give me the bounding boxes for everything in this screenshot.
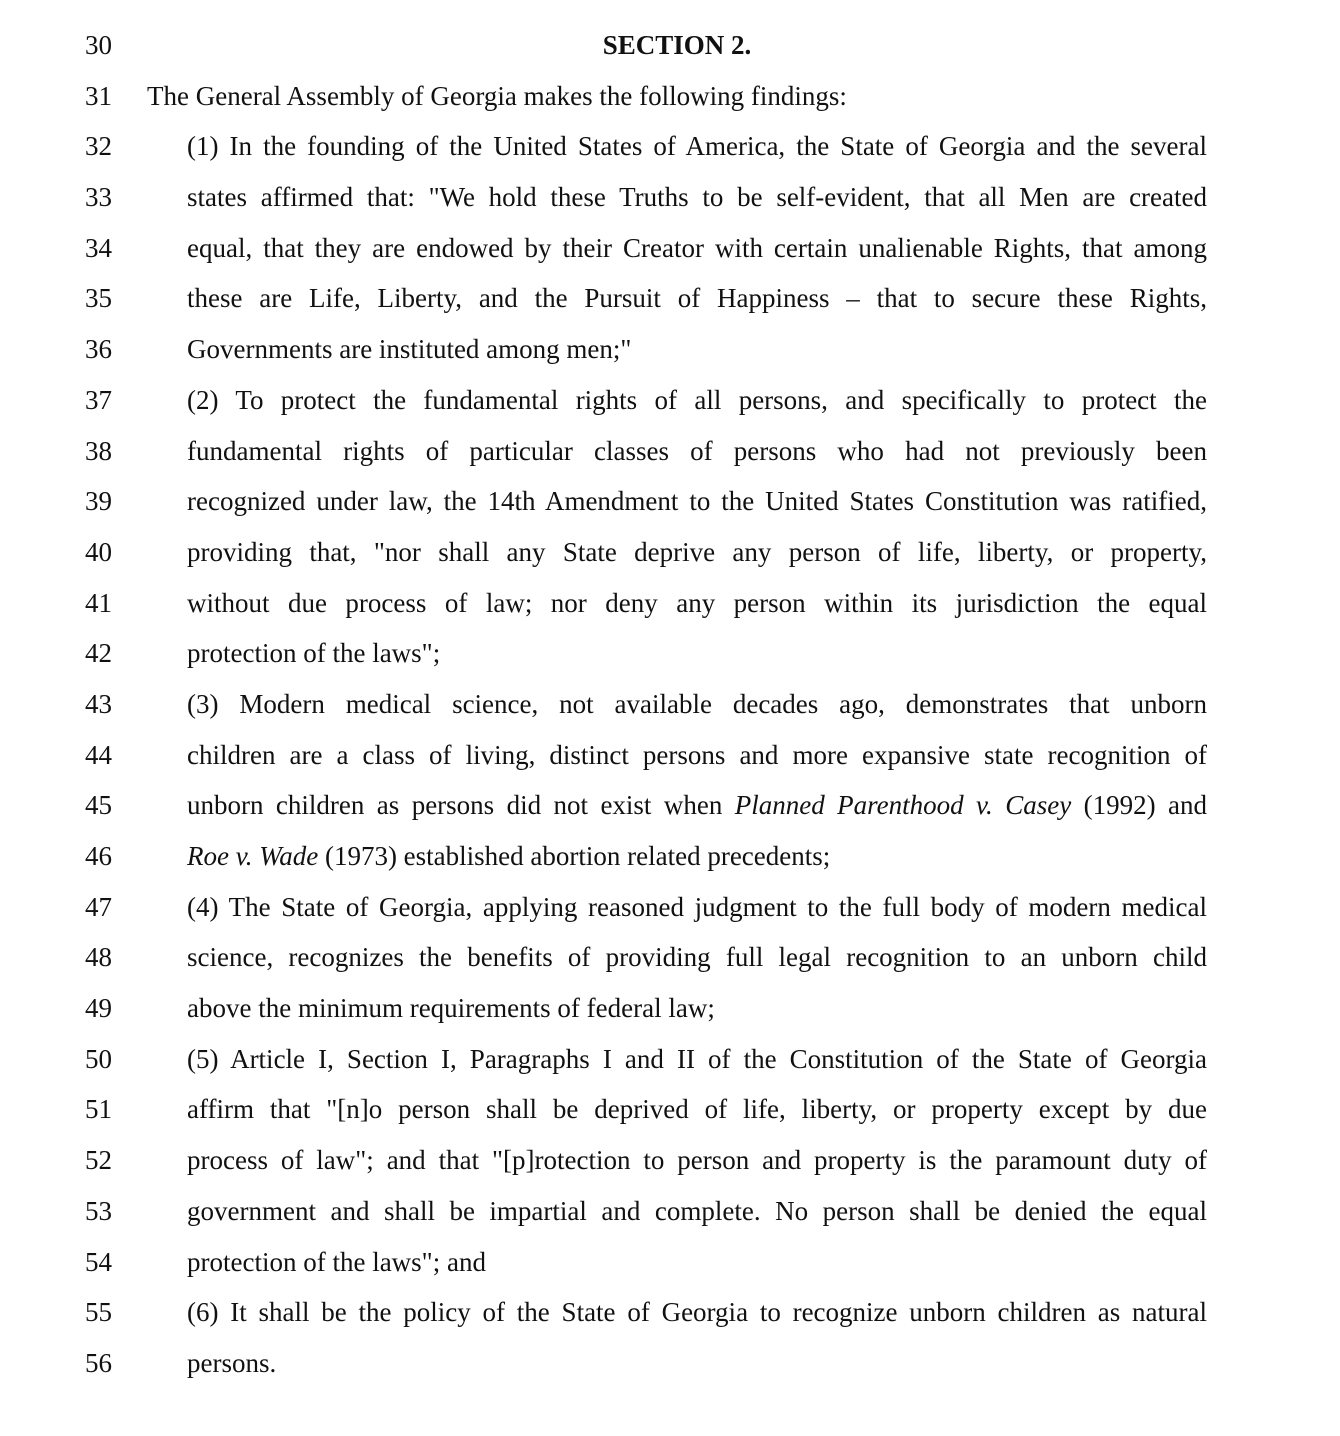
line-text <box>187 780 1207 831</box>
line-46 <box>0 831 1340 882</box>
line-number: 34 <box>85 232 112 263</box>
line-text: (3) Modern medical science, not available decades ago, demonstrates that unborn <box>187 688 1207 719</box>
line-number: 49 <box>85 993 112 1024</box>
line-32 <box>0 121 1340 172</box>
line-number: 40 <box>85 536 112 567</box>
line-number: 53 <box>85 1195 112 1226</box>
line-text: government and shall be impartial and complete. No person shall be denied the equal <box>187 1195 1207 1226</box>
line-number: 52 <box>85 1145 112 1176</box>
line-56 <box>0 1338 1340 1389</box>
line-text-part: unborn children as persons did not exist when <box>187 790 735 821</box>
line-36 <box>0 324 1340 375</box>
line-text: protection of the laws"; <box>187 638 441 669</box>
line-41 <box>0 578 1340 629</box>
line-text-part: (1973) established abortion related precedents; <box>318 841 831 871</box>
line-52 <box>0 1135 1340 1186</box>
line-text: fundamental rights of particular classes of persons who had not previously been <box>187 435 1207 466</box>
line-42 <box>0 628 1340 679</box>
line-54 <box>0 1237 1340 1288</box>
line-34 <box>0 223 1340 274</box>
line-45 <box>0 780 1340 831</box>
line-number: 30 <box>85 30 112 60</box>
line-number: 45 <box>85 790 112 821</box>
line-44 <box>0 730 1340 781</box>
line-55 <box>0 1287 1340 1338</box>
line-number: 55 <box>85 1297 112 1328</box>
line-text: (2) To protect the fundamental rights of all persons, and specifically to protect the <box>187 384 1207 415</box>
line-number: 37 <box>85 384 112 415</box>
line-text: (6) It shall be the policy of the State of Georgia to recognize unborn children as natural <box>187 1297 1207 1328</box>
line-text: persons. <box>187 1347 277 1378</box>
line-text: process of law"; and that "[p]rotection to person and property is the paramount duty of <box>187 1145 1207 1176</box>
line-37 <box>0 375 1340 426</box>
line-text: above the minimum requirements of federal law; <box>187 993 715 1024</box>
line-number: 38 <box>85 435 112 466</box>
line-35 <box>0 273 1340 324</box>
line-number: 33 <box>85 182 112 213</box>
line-text: without due process of law; nor deny any person within its jurisdiction the equal <box>187 587 1207 618</box>
line-39 <box>0 476 1340 527</box>
line-text: (5) Article I, Section I, Paragraphs I and II of the Constitution of the State of Georgia <box>187 1043 1207 1074</box>
line-31 <box>0 71 1340 122</box>
line-40 <box>0 527 1340 578</box>
line-text: affirm that "[n]o person shall be deprived of life, liberty, or property except by due <box>187 1094 1207 1125</box>
line-number: 51 <box>85 1094 112 1125</box>
line-48 <box>0 932 1340 983</box>
line-text <box>187 831 1207 882</box>
line-text: children are a class of living, distinct persons and more expansive state recognition of <box>187 739 1207 770</box>
line-text: protection of the laws"; and <box>187 1246 486 1277</box>
line-text: these are Life, Liberty, and the Pursuit of Happiness – that to secure these Rights, <box>187 283 1207 314</box>
line-number: 46 <box>85 841 112 871</box>
line-text-part: (1992) and <box>1071 790 1207 821</box>
line-text: science, recognizes the benefits of providing full legal recognition to an unborn child <box>187 942 1207 973</box>
line-number: 48 <box>85 942 112 973</box>
line-38 <box>0 426 1340 477</box>
line-30 <box>0 20 1340 71</box>
line-number: 42 <box>85 638 112 669</box>
findings-intro: The General Assembly of Georgia makes the following findings: <box>147 80 847 111</box>
line-number: 54 <box>85 1246 112 1277</box>
line-number: 56 <box>85 1347 112 1378</box>
line-33 <box>0 172 1340 223</box>
line-number: 35 <box>85 283 112 314</box>
line-50 <box>0 1034 1340 1085</box>
line-53 <box>0 1186 1340 1237</box>
section-heading: SECTION 2. <box>602 30 752 60</box>
line-text: recognized under law, the 14th Amendment to the United States Constitution was ratified, <box>187 486 1207 517</box>
line-43 <box>0 679 1340 730</box>
case-citation-roe: Roe v. Wade <box>187 841 319 871</box>
line-number: 43 <box>85 688 112 719</box>
case-citation-casey: Planned Parenthood v. Casey <box>734 790 1072 821</box>
line-number: 50 <box>85 1043 112 1074</box>
bill-section-document <box>0 20 1340 1389</box>
line-number: 47 <box>85 891 112 922</box>
line-number: 44 <box>85 739 112 770</box>
line-text: (1) In the founding of the United States of America, the State of Georgia and the several <box>187 131 1207 162</box>
line-number: 31 <box>85 80 112 111</box>
line-text: states affirmed that: "We hold these Truths to be self-evident, that all Men are created <box>187 182 1207 213</box>
line-number: 36 <box>85 334 112 365</box>
line-number: 32 <box>85 131 112 162</box>
line-number: 41 <box>85 587 112 618</box>
line-51 <box>0 1084 1340 1135</box>
line-text: (4) The State of Georgia, applying reasoned judgment to the full body of modern medical <box>187 891 1207 922</box>
line-text: equal, that they are endowed by their Creator with certain unalienable Rights, that among <box>187 232 1207 263</box>
line-47 <box>0 882 1340 933</box>
line-number: 39 <box>85 486 112 517</box>
line-text: providing that, "nor shall any State deprive any person of life, liberty, or property, <box>187 536 1207 567</box>
line-49 <box>0 983 1340 1034</box>
line-text: Governments are instituted among men;" <box>187 334 632 365</box>
